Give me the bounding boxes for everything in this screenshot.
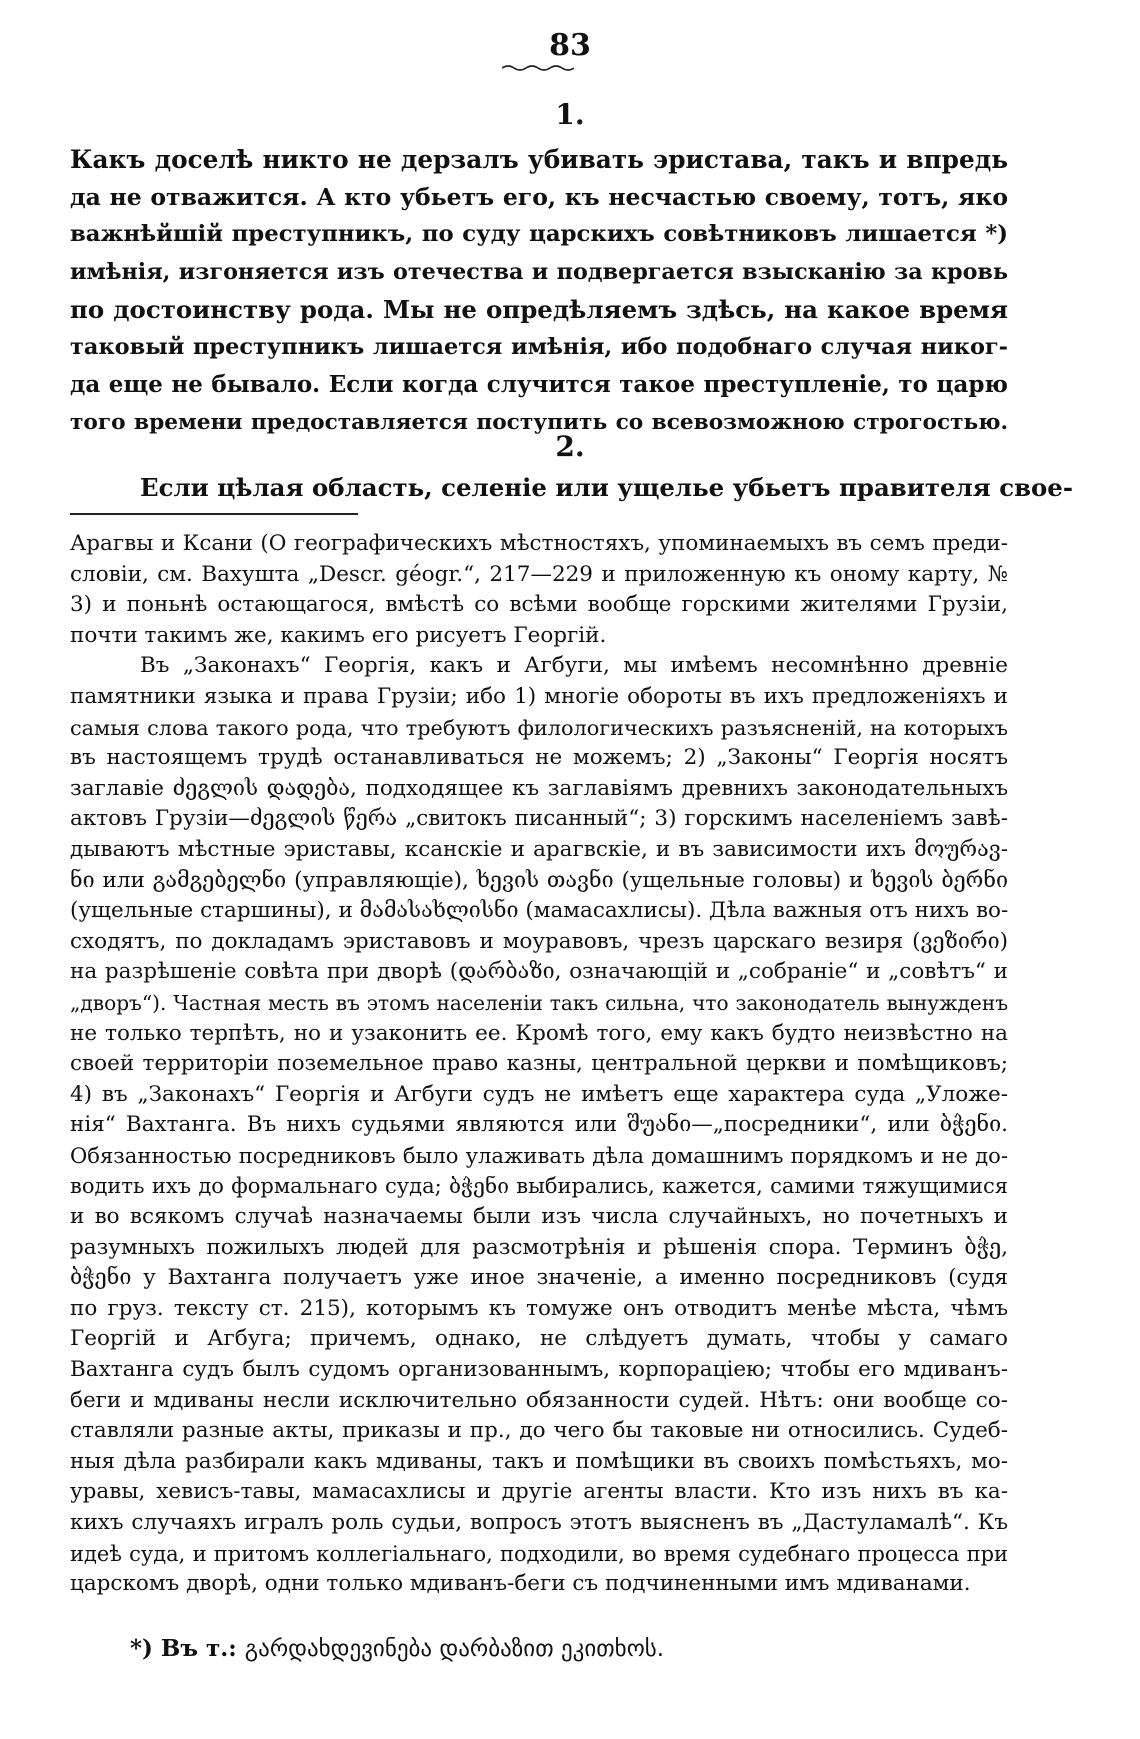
footnote-line: заглавіе ძეგლის დადება, подходящее къ заглавіямъ древнихъ законодательныхъ — [70, 775, 1008, 801]
text-line: того времени предоставляется поступить со всевозможною строгостью. — [70, 409, 1008, 435]
footnote-line: на разрѣшеніе совѣта при дворѣ (დარბაზი, означающій и „собраніе“ и „совѣтъ“ и — [70, 959, 1008, 985]
footnote-line: „дворъ“). Частная месть въ этомъ населеніи такъ сильна, что законодатель вынужденъ — [70, 990, 1008, 1015]
footnote-line: сходятъ, по докладамъ эриставовъ и моуравовъ, чрезъ царскаго везиря (ვეზირი) — [70, 928, 1008, 954]
asterisk-note-text: გარდახდევინება დარბაზით ეკითხოს. — [244, 1636, 665, 1662]
footnote-line: дываютъ мѣстные эриставы, ксанскіе и арагвскіе, и въ зависимости ихъ მოურავ- — [70, 836, 1008, 862]
text-line: по достоинству рода. Мы не опредѣляемъ здѣсь, на какое время — [70, 295, 1008, 324]
footnote-line: памятники языка и права Грузіи; ибо 1) многіе обороты въ ихъ предложеніяхъ и — [70, 683, 1008, 709]
footnote-line: Обязанностью посредниковъ было улаживать дѣла домашнимъ порядкомъ и не до- — [70, 1142, 1008, 1168]
footnote-line: 4) въ „Законахъ“ Георгія и Агбуги судъ не имѣетъ еще характера суда „Уложе- — [70, 1081, 1008, 1107]
footnote-line: словіи, см. Вахушта „Descr. géogr.“, 217—229 и приложенную къ оному карту, № — [70, 561, 1008, 587]
footnote-line: нія“ Вахтанга. Въ нихъ судьями являются или შუანი—„посредники“, или ბჭენი. — [70, 1112, 1008, 1138]
footnote-line: (ущельные старшины), и მამასახლისნი (мамасахлисы). Дѣла важныя отъ нихъ во- — [70, 898, 1009, 924]
section-number-2: 2. — [555, 430, 585, 463]
text-line: да не отважится. А кто убьетъ его, къ несчастью своему, тотъ, яко — [70, 182, 1008, 211]
footnote-line: Въ „Законахъ“ Георгія, какъ и Агбуги, мы имѣемъ несомнѣнно древніе — [140, 653, 1008, 679]
footnote-line: ставляли разные акты, приказы и пр., до чего бы таковые ни относились. Судеб- — [70, 1418, 1008, 1444]
footnote-line: актовъ Грузіи—ძეგლის წერა „свитокъ писанный“; 3) горскимъ населеніемъ завѣ- — [70, 806, 1008, 832]
section-number-1: 1. — [555, 98, 585, 131]
footnote-line: Арагвы и Ксани (О географическихъ мѣстностяхъ, упоминаемыхъ въ семъ преди- — [70, 531, 1008, 556]
footnote-line: ნი или გამგებელნი (управляющіе), ხევის თავნი (ущельные головы) и ხევის ბერნი — [70, 867, 1008, 893]
text-line: Если цѣлая область, селеніе или ущелье убьетъ правителя свое- — [140, 473, 1073, 502]
footnote-line: ныя дѣла разбирали какъ мдиваны, такъ и помѣщики въ своихъ помѣстьяхъ, мо- — [70, 1448, 1008, 1474]
footnote-line: не только терпѣть, но и узаконить ее. Кромѣ того, ему какъ будто неизвѣстно на — [70, 1020, 1008, 1046]
footnote-line: царскомъ дворѣ, одни только мдиванъ-беги съ подчиненными имъ мдиванами. — [70, 1571, 971, 1597]
asterisk-note-marker: *) Въ т.: — [130, 1635, 237, 1662]
footnote-line: Георгій и Агбуга; причемъ, однако, не слѣдуетъ думать, чтобы у самаго — [70, 1326, 1008, 1352]
footnote-line: кихъ случаяхъ игралъ роль судьи, вопросъ этотъ выясненъ въ „Дастуламалѣ“. Къ — [70, 1510, 1008, 1535]
footnote-line: самыя слова такого рода, что требуютъ филологическихъ разъясненій, на которыхъ — [70, 715, 1008, 740]
section-1-text — [70, 141, 1008, 441]
footnote — [70, 529, 1008, 1600]
page-number-flourish — [502, 64, 574, 72]
footnote-line: ბჭენი у Вахтанга получаетъ уже иное значеніе, а именно посредниковъ (судя — [70, 1265, 1008, 1291]
text-line: важнѣйшій преступникъ, по суду царскихъ совѣтниковъ лишается *) — [70, 221, 1008, 247]
footnote-line: 3) и поньнѣ остающагося, вмѣстѣ со всѣми вообще горскими жителями Грузіи, — [70, 592, 1008, 618]
footnote-line: водить ихъ до формальнаго суда; ბჭენი выбирались, кажется, самими тяжущимися — [70, 1173, 1008, 1199]
footnote-line: по груз. тексту ст. 215), которымъ къ томуже онъ отводитъ менѣе мѣста, чѣмъ — [70, 1295, 1008, 1321]
footnote-line: Вахтанга судъ былъ судомъ организованнымъ, корпораціею; чтобы его мдиванъ- — [70, 1357, 1008, 1383]
footnote-line: идеѣ суда, и притомъ коллегіальнаго, подходили, во время судебнаго процесса при — [70, 1541, 1008, 1566]
text-line: да еще не бывало. Если когда случится такое преступленіе, то царю — [70, 371, 1008, 398]
footnote-line: беги и мдиваны несли исключительно обязанности судей. Нѣтъ: они вообще со- — [70, 1387, 1008, 1413]
footnote-line: своей территоріи поземельное право казны, центральной церкви и помѣщиковъ; — [70, 1051, 1008, 1077]
text-line: таковый преступникъ лишается имѣнія, ибо подобнаго случая никог- — [70, 333, 1008, 360]
asterisk-note — [130, 1635, 664, 1662]
page-number: 83 — [549, 28, 591, 63]
footnote-separator — [70, 513, 358, 515]
text-line: имѣнія, изгоняется изъ отечества и подвергается взысканію за кровь — [70, 258, 1008, 285]
footnote-line: въ настоящемъ трудѣ останавливаться не можемъ; 2) „Законы“ Георгія носятъ — [70, 745, 1008, 771]
footnote-line: уравы, хевисъ-тавы, мамасахлисы и другіе агенты власти. Кто изъ нихъ въ ка- — [70, 1479, 1008, 1505]
footnote-line: и во всякомъ случаѣ назначаемы были изъ числа случайныхъ, но почетныхъ и — [70, 1204, 1008, 1230]
section-2-text — [70, 469, 1073, 507]
text-line: Какъ доселѣ никто не дерзалъ убивать эристава, такъ и впредь — [70, 145, 1008, 174]
footnote-line: разумныхъ пожилыхъ людей для разсмотрѣнія и рѣшенія спора. Терминъ ბჭე, — [70, 1234, 1008, 1260]
footnote-line: почти такимъ же, какимъ его рисуетъ Георгій. — [70, 622, 607, 648]
